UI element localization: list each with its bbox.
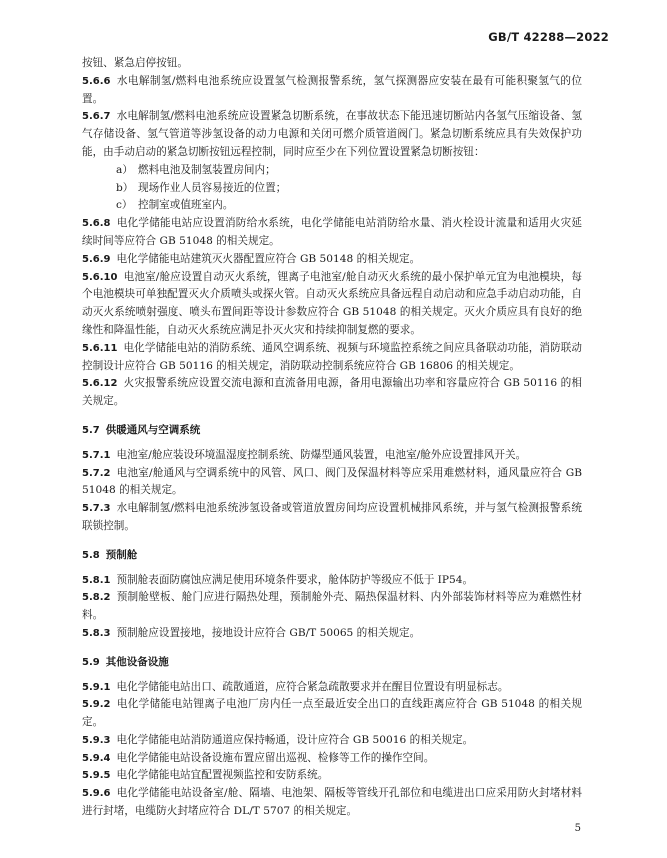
clause-text: 电化学储能电站设备室/舱、隔墙、电池架、隔板等管线开孔部位和电缆进出口应采用防火封堵材料进行封堵，电缆防火封堵应符合 DL/T 5707 的相关规定。 xyxy=(82,787,582,818)
clause-number: 5.9.6 xyxy=(82,788,111,800)
clause-text: 预制舱壁板、舱门应进行隔热处理，预制舱外壳、隔热保温材料、内外部装饰材料等应为难燃性材料。 xyxy=(82,591,582,622)
clause-5-7-1 xyxy=(82,447,582,465)
clause-text: 电化学储能电站建筑灭火器配置应符合 GB 50148 的相关规定。 xyxy=(116,252,421,265)
clause-text: 水电解制氢/燃料电池系统涉氢设备或管道放置房间均应设置机械排风系统，并与氢气检测报警系统联锁控制。 xyxy=(82,502,582,532)
section-number: 5.9 xyxy=(82,656,100,668)
list-item-c xyxy=(82,197,582,215)
clause-text: 电池室/舱应设置自动灭火系统，锂离子电池室/舱自动灭火系统的最小保护单元宜为电池模块，每个电池模块可单独配置灭火介质喷头或探火管。自动灭火系统应具备远程自动启动和应急手动启动功能，自动灭火系统喷射强度、喷头布置间距等设计参数应符合 GB 51048 的相关规定。灭火介质应具有良好的绝缘性和降温性能，自动灭火系统应满足扑灭火灾和持续抑制复燃的要求。 xyxy=(82,270,582,336)
clause-5-8-1 xyxy=(82,572,582,590)
clause-number: 5.9.4 xyxy=(82,752,111,764)
clause-text: 电化学储能电站应设置消防给水系统，电化学储能电站消防给水量、消火栓设计流量和适用火灾延续时间等应符合 GB 51048 的相关规定。 xyxy=(82,217,582,247)
page-number: 5 xyxy=(574,823,581,834)
clause-number: 5.6.10 xyxy=(82,271,118,283)
clause-number: 5.7.1 xyxy=(82,449,111,461)
clause-text: 火灾报警系统应设置交流电源和直流备用电源，备用电源输出功率和容量应符合 GB 50116 的相关规定。 xyxy=(82,377,582,408)
clause-5-6-8 xyxy=(82,215,582,251)
section-heading-5-9 xyxy=(82,654,582,672)
document-body xyxy=(82,55,582,821)
clause-5-7-2 xyxy=(82,465,582,501)
list-item-a xyxy=(82,162,582,180)
clause-text: 电化学储能电站的消防系统、通风空调系统、视频与环境监控系统之间应具备联动功能，消防联动控制设计应符合 GB 50116 的相关规定，消防联动控制系统应符合 GB 16806 的相关规定。 xyxy=(82,341,582,372)
paragraph-continuation: 按钮、紧急启停按钮。 xyxy=(82,57,188,69)
clause-text: 电池室/舱应装设环境温湿度控制系统、防爆型通风装置，电池室/舱外应设置排风开关。 xyxy=(116,448,527,461)
clause-text: 电化学储能电站消防通道应保持畅通，设计应符合 GB 50016 的相关规定。 xyxy=(116,733,474,746)
clause-5-6-6 xyxy=(82,73,582,109)
clause-5-9-1 xyxy=(82,679,582,697)
clause-number: 5.8.3 xyxy=(82,627,111,639)
clause-number: 5.9.1 xyxy=(82,681,111,693)
clause-number: 5.9.3 xyxy=(82,734,111,746)
clause-number: 5.6.11 xyxy=(82,342,118,354)
clause-number: 5.6.7 xyxy=(82,111,111,123)
list-text: 现场作业人员容易接近的位置； xyxy=(138,181,287,194)
clause-5-6-7 xyxy=(82,108,582,161)
clause-text: 电池室/舱通风与空调系统中的风管、风口、阀门及保温材料等应采用难燃材料，通风量应符合 GB 51048 的相关规定。 xyxy=(82,466,582,497)
clause-5-9-3 xyxy=(82,732,582,750)
clause-number: 5.6.12 xyxy=(82,378,118,390)
section-heading-5-8 xyxy=(82,547,582,565)
clause-5-9-2 xyxy=(82,696,582,732)
clause-number: 5.9.5 xyxy=(82,770,111,782)
clause-5-6-12 xyxy=(82,375,582,411)
clause-5-6-10 xyxy=(82,269,582,340)
section-number: 5.8 xyxy=(82,549,100,561)
clause-text: 电化学储能电站宜配置视频监控和安防系统。 xyxy=(116,769,329,782)
clause-text: 预制舱应设置接地，接地设计应符合 GB/T 50065 的相关规定。 xyxy=(116,626,421,639)
clause-number: 5.8.2 xyxy=(82,592,111,604)
clause-text: 水电解制氢/燃料电池系统应设置紧急切断系统，在事故状态下能迅速切断站内各氢气压缩设备、氢气存储设备、氢气管道等涉氢设备的动力电源和关闭可燃介质管道阀门。紧急切断系统应具有失效保护功能，由手动启动的紧急切断按钮远程控制，同时应至少在下列位置设置紧急切断按钮： xyxy=(82,110,582,158)
clause-text: 预制舱表面防腐蚀应满足使用环境条件要求，舱体防护等级应不低于 IP54。 xyxy=(116,573,474,586)
clause-text: 电化学储能电站锂离子电池厂房内任一点至最近安全出口的直线距离应符合 GB 51048 的相关规定。 xyxy=(82,698,582,729)
list-marker: b） xyxy=(116,181,134,194)
section-heading-5-7 xyxy=(82,422,582,440)
clause-5-6-11 xyxy=(82,340,582,376)
clause-number: 5.9.2 xyxy=(82,699,111,711)
clause-number: 5.7.2 xyxy=(82,467,111,479)
clause-5-6-9 xyxy=(82,251,582,269)
list-marker: c） xyxy=(116,199,133,212)
list-item-b xyxy=(82,180,582,198)
clause-5-8-3 xyxy=(82,625,582,643)
clause-text: 电化学储能电站设备设施布置应留出巡视、检修等工作的操作空间。 xyxy=(116,751,435,764)
clause-text: 水电解制氢/燃料电池系统应设置氢气检测报警系统，氢气探测器应安装在最有可能积聚氢气的位置。 xyxy=(82,74,582,105)
clause-5-9-5 xyxy=(82,767,582,785)
clause-number: 5.6.9 xyxy=(82,253,111,265)
standard-code: GB/T 42288—2022 xyxy=(488,30,609,44)
list-text: 燃料电池及制氢装置房间内； xyxy=(138,163,276,176)
section-title: 其他设备设施 xyxy=(105,655,169,668)
clause-5-8-2 xyxy=(82,589,582,625)
section-number: 5.7 xyxy=(82,424,100,436)
clause-5-9-4 xyxy=(82,750,582,768)
clause-number: 5.8.1 xyxy=(82,574,111,586)
clause-text: 电化学储能电站出口、疏散通道，应符合紧急疏散要求并在醒目位置设有明显标志。 xyxy=(116,680,509,693)
clause-5-9-6 xyxy=(82,785,582,821)
clause-number: 5.6.8 xyxy=(82,218,111,230)
section-title: 供暖通风与空调系统 xyxy=(105,423,201,436)
clause-5-7-3 xyxy=(82,500,582,536)
section-title: 预制舱 xyxy=(105,548,138,561)
clause-number: 5.6.6 xyxy=(82,75,111,87)
list-marker: a） xyxy=(116,163,133,176)
clause-number: 5.7.3 xyxy=(82,503,111,515)
list-text: 控制室或值班室内。 xyxy=(138,199,234,212)
